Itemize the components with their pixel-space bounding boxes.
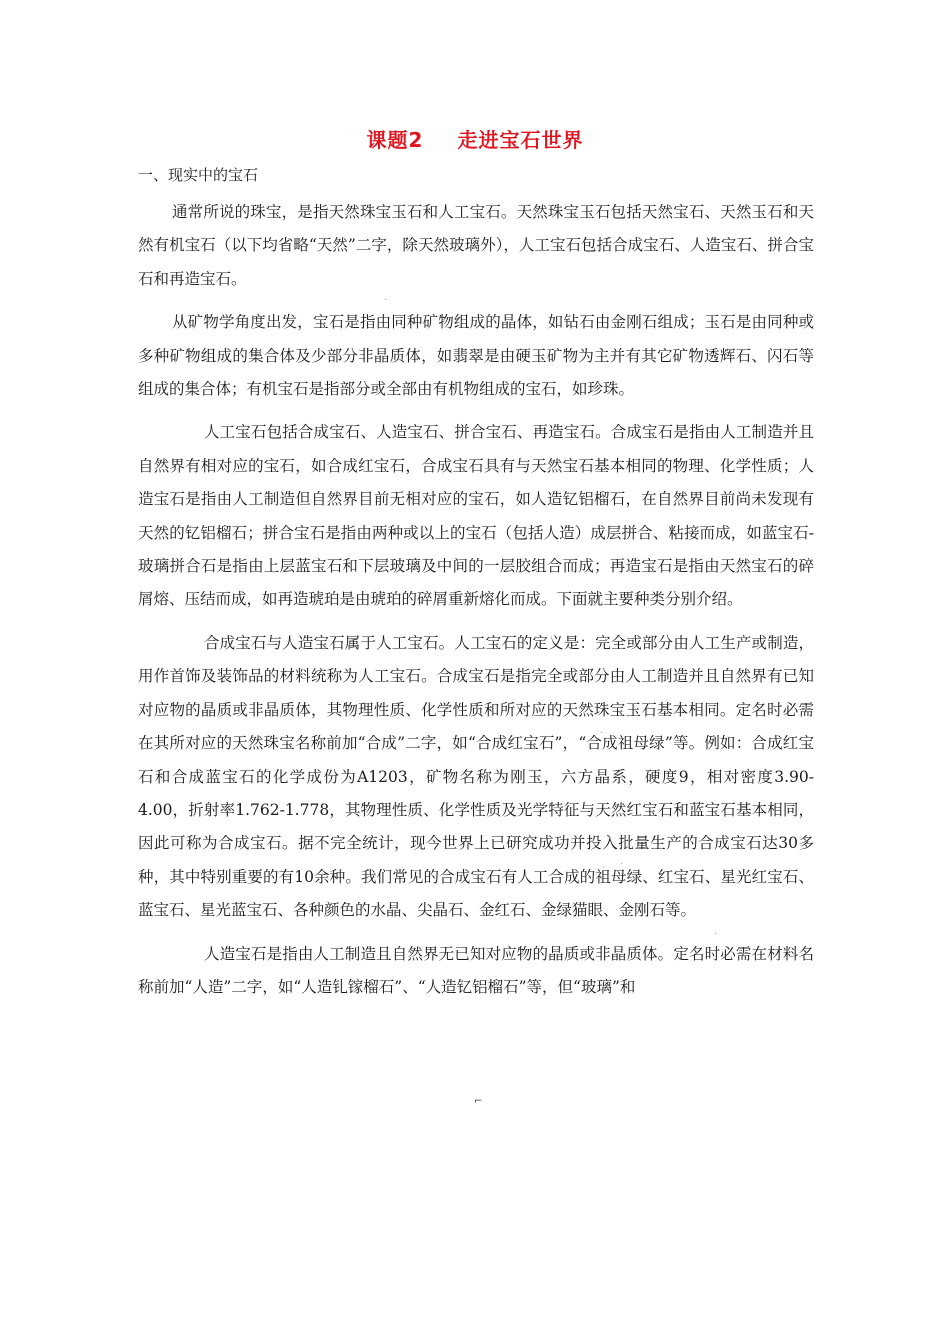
stray-mark: . — [620, 856, 624, 867]
paragraph-2: 从矿物学角度出发，宝石是指由同种矿物组成的晶体，如钻石由金刚石组成；玉石是由同种或多种矿物组成的集合体及少部分非晶质体，如翡翠是由硬玉矿物为主并有其它矿物透辉石、闪石等组成的集合体；有机宝石是指部分或全部由有机物组成的宝石，如珍珠。 — [138, 313, 814, 399]
paragraph-5: 人造宝石是指由人工制造且自然界无已知对应物的晶质或非晶质体。定名时必需在材料名称前加“人造”二字，如“人造钆镓榴石”、“人造钇铝榴石”等，但“玻璃”和 — [138, 944, 814, 996]
title-prefix: 课题2 — [366, 128, 424, 152]
stray-mark: ⌐ — [474, 1096, 483, 1107]
stray-mark: . — [602, 860, 606, 871]
paragraph-3: 人工宝石包括合成宝石、人造宝石、拼合宝石、再造宝石。合成宝石是指由人工制造并且自然界有相对应的宝石，如合成红宝石，合成宝石具有与天然宝石基本相同的物理、化学性质；人造宝石是指由人工制造但自然界目前无相对应的宝石，如人造钇铝榴石，在自然界目前尚未发现有天然的钇铝榴石；拼合宝石是指由两种或以上的宝石（包括人造）成层拼合、粘接而成，如蓝宝石-玻璃拼合石是指由上层蓝宝石和下层玻璃及中间的一层胶组合而成；再造宝石是指由天然宝石的碎屑熔、压结而成，如再造琥珀是由琥珀的碎屑重新熔化而成。下面就主要种类分别介绍。 — [138, 423, 814, 609]
document-title — [0, 124, 950, 153]
stray-mark: . — [714, 926, 718, 937]
stray-mark: . — [600, 725, 604, 736]
paragraph-1: 通常所说的珠宝，是指天然珠宝玉石和人工宝石。天然珠宝玉石包括天然宝石、天然玉石和天然有机宝石（以下均省略“天然”二字，除天然玻璃外），人工宝石包括合成宝石、人造宝石、拼合宝石和再造宝石。 — [138, 203, 814, 288]
paragraph-4: 合成宝石与人造宝石属于人工宝石。人工宝石的定义是：完全或部分由人工生产或制造，用作首饰及装饰品的材料统称为人工宝石。合成宝石是指完全或部分由人工制造并且自然界有已知对应物的晶质或非晶质体，其物理性质、化学性质和所对应的天然珠宝玉石基本相同。定名时必需在其所对应的天然珠宝名称前加“合成”二字，如“合成红宝石”，“合成祖母绿”等。例如：合成红宝石和合成蓝宝石的化学成份为A1203，矿物名称为刚玉，六方晶系，硬度9，相对密度3.90-4.00，折射率1.762-1.778，其物理性质、化学性质及光学特征与天然红宝石和蓝宝石基本相同，因此可称为合成宝石。据不完全统计，现今世界上已研究成功并投入批量生产的合成宝石达30多种，其中特别重要的有10余种。我们常见的合成宝石有人工合成的祖母绿、红宝石、星光红宝石、蓝宝石、星光蓝宝石、各种颜色的水晶、尖晶石、金红石、金绿猫眼、金刚石等。 — [138, 633, 814, 920]
stray-mark: . — [384, 292, 388, 303]
title-main: 走进宝石世界 — [457, 128, 584, 152]
section-heading: 一、现实中的宝石 — [138, 166, 259, 184]
body-text — [138, 196, 814, 1004]
